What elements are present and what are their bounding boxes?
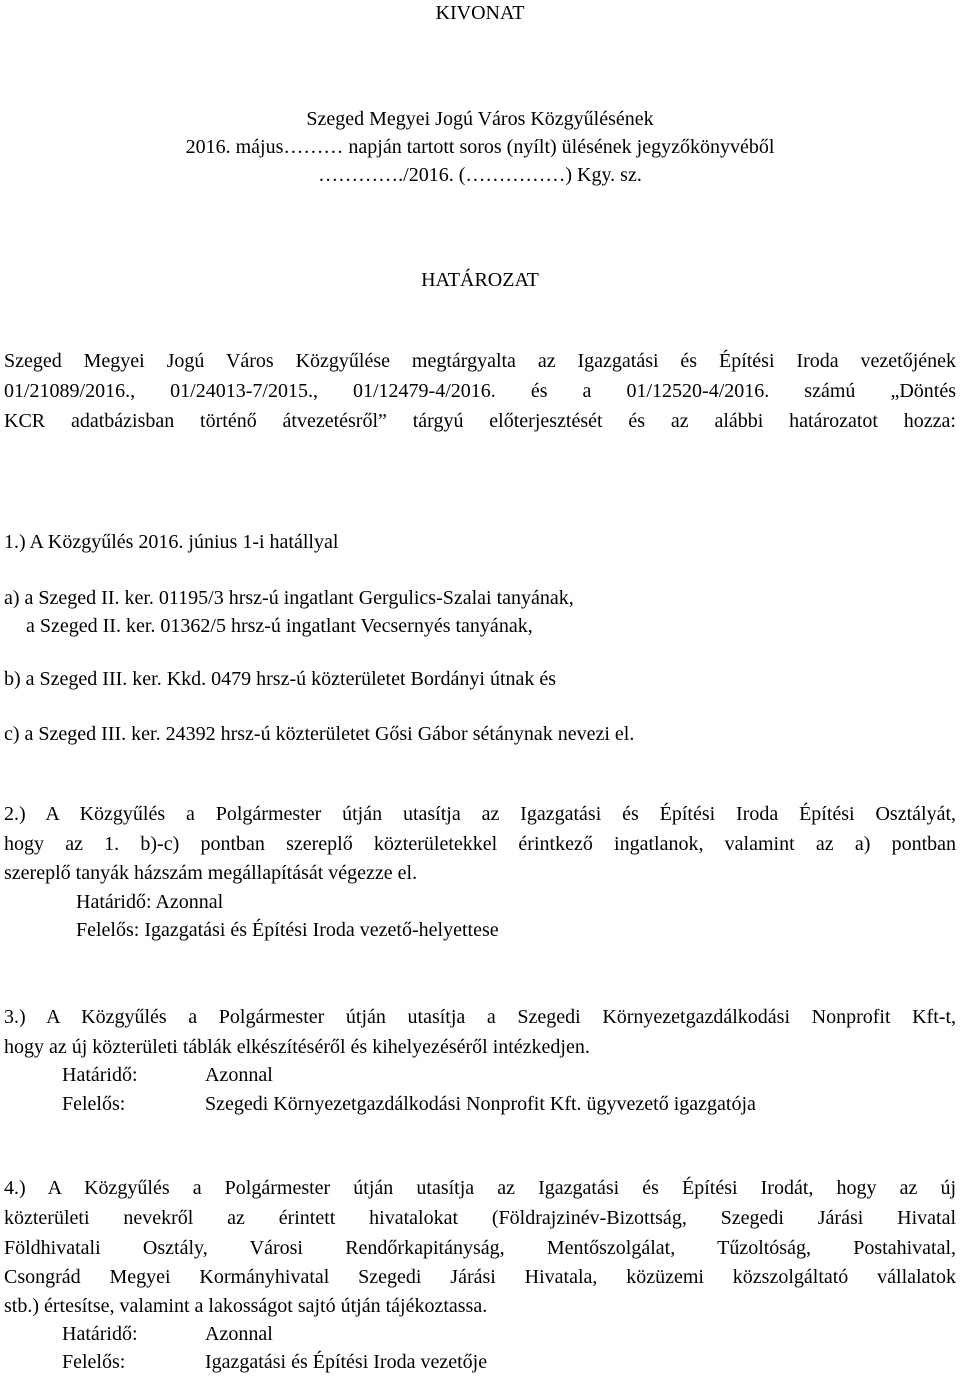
point4-responsible-label: Felelős: [62,1351,126,1373]
intro-line: KCR adatbázisban történő átvezetésről” tárgyú előterjesztését és az alábbi határozatot hozza: [4,410,956,432]
point3-responsible-label: Felelős: [62,1093,126,1115]
point2-line: 2.) A Közgyűlés a Polgármester útján utasítja az Igazgatási és Építési Iroda Építési Osztályát, [4,803,956,825]
point3-deadline-label: Határidő: [62,1064,138,1086]
point3-responsible-value: Szegedi Környezetgazdálkodási Nonprofit Kft. ügyvezető igazgatója [205,1093,756,1115]
document-title: KIVONAT [435,2,525,24]
point4-line: Csongrád Megyei Kormányhivatal Szegedi Járási Hivatala, közüzemi közszolgáltató vállalatok [4,1266,956,1288]
point2-deadline: Határidő: Azonnal [76,891,224,913]
header-line-resolution-number: …………./2016. (……………) Kgy. sz. [318,164,642,186]
header-line-assembly: Szeged Megyei Jogú Város Közgyűlésének [306,108,654,130]
point1-item-b: b) a Szeged III. ker. Kkd. 0479 hrsz-ú közterületet Bordányi útnak és [4,668,557,690]
header-line-meeting-date: 2016. május……… napján tartott soros (nyílt) ülésének jegyzőkönyvéből [185,136,775,158]
point1-heading: 1.) A Közgyűlés 2016. június 1-i hatállyal [4,531,339,553]
point4-line: 4.) A Közgyűlés a Polgármester útján utasítja az Igazgatási és Építési Irodát, hogy az új [4,1177,956,1199]
point3-deadline-value: Azonnal [205,1064,273,1086]
intro-line: 01/21089/2016., 01/24013-7/2015., 01/12479-4/2016. és a 01/12520-4/2016. számú „Döntés [4,380,956,402]
intro-line: Szeged Megyei Jogú Város Közgyűlése megtárgyalta az Igazgatási és Építési Iroda vezetőjének [4,350,956,372]
point4-deadline-label: Határidő: [62,1323,138,1345]
point4-line: közterületi nevekről az érintett hivatalokat (Földrajzinév-Bizottság, Szegedi Járási Hivatal [4,1207,956,1229]
point1-item-c: c) a Szeged III. ker. 24392 hrsz-ú közterületet Gősi Gábor sétánynak nevezi el. [4,723,635,745]
point1-item-a2: a Szeged II. ker. 01362/5 hrsz-ú ingatlant Vecsernyés tanyának, [26,615,533,637]
point1-item-a1: a) a Szeged II. ker. 01195/3 hrsz-ú ingatlant Gergulics-Szalai tanyának, [4,587,574,609]
point3-line: 3.) A Közgyűlés a Polgármester útján utasítja a Szegedi Környezetgazdálkodási Nonprofit Kft-t, [4,1006,956,1028]
point2-responsible: Felelős: Igazgatási és Építési Iroda vezető-helyettese [76,919,499,941]
point4-deadline-value: Azonnal [205,1323,273,1345]
resolution-title: HATÁROZAT [421,269,539,291]
point4-line: Földhivatali Osztály, Városi Rendőrkapitányság, Mentőszolgálat, Tűzoltóság, Postahivatal, [4,1237,956,1259]
point2-line: hogy az 1. b)-c) pontban szereplő közterületekkel érintkező ingatlanok, valamint az a) pontban [4,833,956,855]
point4-responsible-value: Igazgatási és Építési Iroda vezetője [205,1351,488,1373]
point3-line-last: hogy az új közterületi táblák elkészítéséről és kihelyezéséről intézkedjen. [4,1036,590,1058]
point4-line-last: stb.) értesítse, valamint a lakosságot sajtó útján tájékoztassa. [4,1295,488,1317]
point2-line-last: szereplő tanyák házszám megállapítását végezze el. [4,862,418,884]
